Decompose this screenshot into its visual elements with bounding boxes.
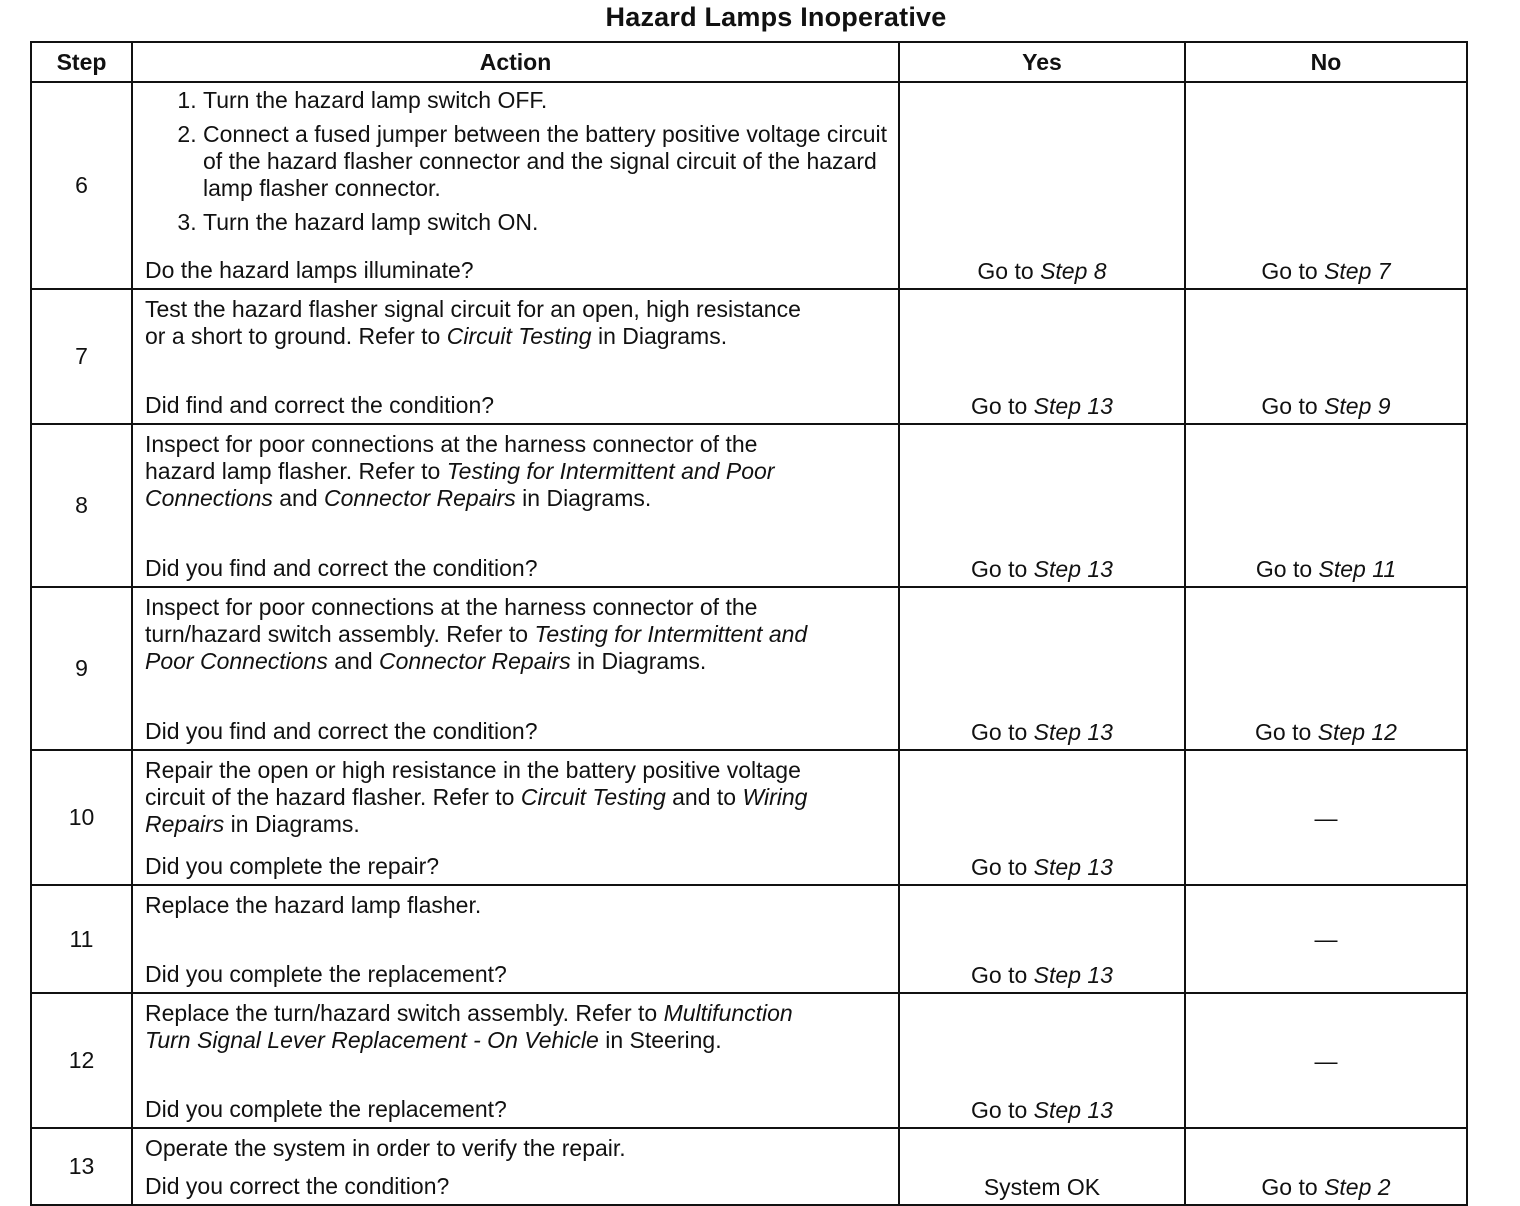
action-text: [145, 425, 888, 512]
step-reference: Step 9: [1324, 393, 1391, 419]
action-line: [145, 811, 888, 838]
action-segment: Replace the turn/hazard switch assembly. Refer to: [145, 1000, 664, 1026]
question-text: Did you correct the condition?: [145, 1173, 450, 1199]
step-reference: Step 13: [1033, 1097, 1113, 1123]
goto-prefix: Go to: [971, 854, 1034, 880]
goto-prefix: Go to: [971, 719, 1034, 745]
action-segment: Inspect for poor connections at the harness connector of the: [145, 594, 758, 620]
question-text: Did you complete the replacement?: [145, 1096, 507, 1122]
action-text: [145, 588, 888, 675]
not-applicable-dash: —: [1314, 926, 1338, 952]
step-reference: Step 2: [1324, 1174, 1391, 1200]
table-row: [31, 82, 1467, 289]
diagnostic-table: [30, 41, 1468, 1206]
yes-result: [899, 82, 1185, 289]
action-segment: and: [327, 648, 379, 674]
goto-prefix: Go to: [1255, 556, 1319, 582]
procedure-item: 2. Connect a fused jumper between the battery positive voltage circuit of the hazard flasher connector and the signal circuit of the hazard lamp flasher connector.: [203, 121, 888, 202]
no-result: [1185, 993, 1467, 1128]
yes-result: [899, 587, 1185, 750]
goto-prefix: Go to: [971, 393, 1034, 419]
action-segment: or a short to ground. Refer to: [145, 323, 447, 349]
no-result: [1185, 587, 1467, 750]
no-result: [1185, 1128, 1467, 1205]
yes-result: [899, 993, 1185, 1128]
step-reference: Step 11: [1318, 556, 1397, 582]
action-cell: [132, 587, 899, 750]
action-line: [145, 458, 888, 485]
no-result: [1185, 82, 1467, 289]
action-segment: Replace the hazard lamp flasher.: [145, 892, 482, 918]
action-line: [145, 485, 888, 512]
yes-result: [899, 885, 1185, 993]
reference-text: Poor Connections: [145, 648, 328, 674]
action-segment: circuit of the hazard flasher. Refer to: [145, 784, 521, 810]
reference-text: Connector Repairs: [324, 485, 516, 511]
action-text: [145, 994, 888, 1054]
procedure-item: 3. Turn the hazard lamp switch ON.: [203, 209, 888, 236]
question-text: Did find and correct the condition?: [145, 392, 495, 418]
question-text: Did you find and correct the condition?: [145, 718, 538, 744]
header-no: No: [1185, 42, 1467, 82]
action-segment: in Diagrams.: [570, 648, 707, 674]
action-cell: [132, 82, 899, 289]
action-segment: Repair the open or high resistance in the battery positive voltage: [145, 757, 801, 783]
table-row: [31, 750, 1467, 885]
action-text: [145, 886, 888, 919]
goto-prefix: Go to: [1261, 1174, 1325, 1200]
step-number: 9: [31, 587, 132, 750]
procedure-list: [145, 87, 888, 236]
question-text: Did you find and correct the condition?: [145, 555, 538, 581]
action-segment: in Diagrams.: [515, 485, 652, 511]
action-line: [145, 621, 888, 648]
question-text: Do the hazard lamps illuminate?: [145, 257, 474, 283]
action-cell: [132, 1128, 899, 1205]
step-number: 7: [31, 289, 132, 424]
step-number: 11: [31, 885, 132, 993]
step-number: 8: [31, 424, 132, 587]
yes-result: [899, 1128, 1185, 1205]
action-line: [145, 296, 888, 323]
no-result: [1185, 424, 1467, 587]
step-reference: Step 8: [1040, 258, 1107, 284]
action-segment: Test the hazard flasher signal circuit for an open, high resistance: [145, 296, 801, 322]
step-reference: Step 12: [1317, 719, 1397, 745]
action-text: [145, 290, 888, 350]
action-text: [145, 751, 888, 838]
question-text: Did you complete the replacement?: [145, 961, 507, 987]
action-cell: [132, 424, 899, 587]
reference-text: Multifunction: [663, 1000, 793, 1026]
goto-prefix: Go to: [971, 556, 1034, 582]
procedure-item: 1. Turn the hazard lamp switch OFF.: [203, 87, 888, 114]
action-cell: [132, 885, 899, 993]
action-cell: [132, 993, 899, 1128]
reference-text: Testing for Intermittent and: [534, 621, 808, 647]
action-line: [145, 648, 888, 675]
no-result: [1185, 289, 1467, 424]
not-applicable-dash: —: [1314, 1047, 1338, 1074]
reference-text: Testing for Intermittent and Poor: [446, 458, 775, 484]
table-row: [31, 587, 1467, 750]
action-line: [145, 892, 888, 919]
reference-text: Circuit Testing: [446, 323, 592, 349]
reference-text: Connector Repairs: [379, 648, 571, 674]
no-result: [1185, 885, 1467, 993]
step-reference: Step 13: [1033, 962, 1113, 988]
table-row: [31, 1128, 1467, 1205]
action-segment: in Steering.: [598, 1027, 722, 1053]
action-segment: Inspect for poor connections at the harness connector of the: [145, 431, 758, 457]
step-number: 6: [31, 82, 132, 289]
reference-text: Circuit Testing: [520, 784, 666, 810]
yes-result: [899, 289, 1185, 424]
action-line: [145, 757, 888, 784]
action-segment: and: [272, 485, 325, 511]
goto-prefix: Go to: [1261, 258, 1325, 284]
goto-prefix: Go to: [977, 258, 1041, 284]
header-row: [31, 42, 1467, 82]
header-yes: Yes: [899, 42, 1185, 82]
table-row: [31, 885, 1467, 993]
step-number: 10: [31, 750, 132, 885]
action-cell: [132, 750, 899, 885]
not-applicable-dash: —: [1314, 804, 1338, 831]
action-cell: [132, 289, 899, 424]
step-reference: Step 13: [1033, 854, 1113, 880]
page-title: Hazard Lamps Inoperative: [605, 2, 947, 32]
result-text: System OK: [983, 1174, 1101, 1200]
action-line: [145, 431, 888, 458]
action-line: [145, 1027, 888, 1054]
table-row: [31, 289, 1467, 424]
action-line: [145, 594, 888, 621]
action-segment: hazard lamp flasher. Refer to: [145, 458, 447, 484]
action-line: [145, 1135, 888, 1162]
action-segment: turn/hazard switch assembly. Refer to: [145, 621, 535, 647]
header-action: Action: [132, 42, 899, 82]
step-number: 12: [31, 993, 132, 1128]
action-segment: Operate the system in order to verify the repair.: [145, 1135, 626, 1161]
step-reference: Step 13: [1033, 719, 1113, 745]
yes-result: [899, 750, 1185, 885]
action-text: [145, 1129, 888, 1162]
reference-text: Turn Signal Lever Replacement - On Vehicle: [145, 1027, 599, 1053]
action-segment: and to: [665, 784, 743, 810]
goto-prefix: Go to: [1255, 719, 1318, 745]
action-line: [145, 1000, 888, 1027]
action-segment: in Diagrams.: [591, 323, 728, 349]
step-reference: Step 7: [1324, 258, 1391, 284]
question-text: Did you complete the repair?: [145, 853, 440, 879]
goto-prefix: Go to: [971, 1097, 1034, 1123]
header-step: Step: [31, 42, 132, 82]
reference-text: Connections: [145, 485, 273, 511]
yes-result: [899, 424, 1185, 587]
table-row: [31, 993, 1467, 1128]
step-reference: Step 13: [1033, 556, 1113, 582]
reference-text: Wiring: [742, 784, 808, 810]
action-segment: in Diagrams.: [224, 811, 360, 837]
goto-prefix: Go to: [1261, 393, 1325, 419]
reference-text: Repairs: [145, 811, 225, 837]
table-body: [31, 82, 1467, 1205]
table-row: [31, 424, 1467, 587]
action-line: [145, 784, 888, 811]
step-number: 13: [31, 1128, 132, 1205]
action-line: [145, 323, 888, 350]
step-reference: Step 13: [1033, 393, 1113, 419]
goto-prefix: Go to: [971, 962, 1034, 988]
no-result: [1185, 750, 1467, 885]
